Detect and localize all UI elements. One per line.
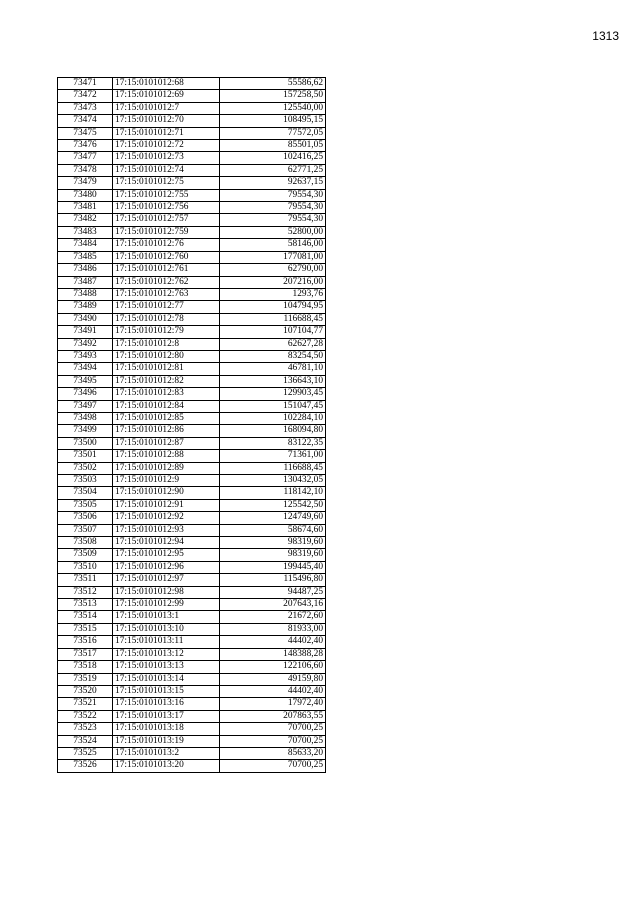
cadastral-number-cell: 17:15:0101012:69 xyxy=(113,90,220,102)
value-cell: 125540,00 xyxy=(220,102,326,114)
cadastral-number-cell: 17:15:0101012:95 xyxy=(113,549,220,561)
row-number-cell: 73504 xyxy=(58,487,113,499)
row-number-cell: 73519 xyxy=(58,673,113,685)
row-number-cell: 73490 xyxy=(58,313,113,325)
table-row xyxy=(58,574,326,586)
cadastral-number-cell: 17:15:0101013:11 xyxy=(113,636,220,648)
value-cell: 44402,40 xyxy=(220,685,326,697)
row-number-cell: 73475 xyxy=(58,127,113,139)
value-cell: 207216,00 xyxy=(220,276,326,288)
cadastral-number-cell: 17:15:0101012:85 xyxy=(113,412,220,424)
value-cell: 102416,25 xyxy=(220,152,326,164)
value-cell: 71361,00 xyxy=(220,450,326,462)
value-cell: 116688,45 xyxy=(220,313,326,325)
table-row xyxy=(58,623,326,635)
cadastral-number-cell: 17:15:0101012:760 xyxy=(113,251,220,263)
table-row xyxy=(58,350,326,362)
cadastral-number-cell: 17:15:0101013:19 xyxy=(113,735,220,747)
row-number-cell: 73526 xyxy=(58,760,113,772)
table-row xyxy=(58,140,326,152)
row-number-cell: 73480 xyxy=(58,189,113,201)
value-cell: 129903,45 xyxy=(220,388,326,400)
row-number-cell: 73495 xyxy=(58,375,113,387)
row-number-cell: 73478 xyxy=(58,164,113,176)
value-cell: 207643,16 xyxy=(220,599,326,611)
row-number-cell: 73521 xyxy=(58,698,113,710)
cadastral-number-cell: 17:15:0101012:76 xyxy=(113,239,220,251)
row-number-cell: 73472 xyxy=(58,90,113,102)
value-cell: 177081,00 xyxy=(220,251,326,263)
row-number-cell: 73508 xyxy=(58,537,113,549)
table-row xyxy=(58,723,326,735)
table-row xyxy=(58,661,326,673)
row-number-cell: 73512 xyxy=(58,586,113,598)
row-number-cell: 73520 xyxy=(58,685,113,697)
cadastral-number-cell: 17:15:0101012:75 xyxy=(113,177,220,189)
table-row xyxy=(58,288,326,300)
table-row xyxy=(58,375,326,387)
row-number-cell: 73481 xyxy=(58,202,113,214)
cadastral-number-cell: 17:15:0101012:79 xyxy=(113,326,220,338)
value-cell: 136643,10 xyxy=(220,375,326,387)
table-row xyxy=(58,115,326,127)
value-cell: 52800,00 xyxy=(220,226,326,238)
value-cell: 70700,25 xyxy=(220,760,326,772)
value-cell: 207863,55 xyxy=(220,710,326,722)
value-cell: 70700,25 xyxy=(220,723,326,735)
table-row xyxy=(58,152,326,164)
value-cell: 58146,00 xyxy=(220,239,326,251)
cadastral-number-cell: 17:15:0101012:763 xyxy=(113,288,220,300)
table-row xyxy=(58,177,326,189)
cadastral-number-cell: 17:15:0101012:97 xyxy=(113,574,220,586)
row-number-cell: 73522 xyxy=(58,710,113,722)
value-cell: 124749,60 xyxy=(220,512,326,524)
table-row xyxy=(58,388,326,400)
cadastral-number-cell: 17:15:0101012:92 xyxy=(113,512,220,524)
cadastral-number-cell: 17:15:0101012:88 xyxy=(113,450,220,462)
row-number-cell: 73496 xyxy=(58,388,113,400)
cadastral-number-cell: 17:15:0101012:8 xyxy=(113,338,220,350)
table-row xyxy=(58,90,326,102)
cadastral-number-cell: 17:15:0101012:98 xyxy=(113,586,220,598)
value-cell: 157258,50 xyxy=(220,90,326,102)
value-cell: 79554,30 xyxy=(220,189,326,201)
cadastral-number-cell: 17:15:0101012:757 xyxy=(113,214,220,226)
cadastral-number-cell: 17:15:0101012:83 xyxy=(113,388,220,400)
cadastral-number-cell: 17:15:0101012:73 xyxy=(113,152,220,164)
cadastral-number-cell: 17:15:0101012:74 xyxy=(113,164,220,176)
value-cell: 1293,76 xyxy=(220,288,326,300)
cadastral-number-cell: 17:15:0101012:7 xyxy=(113,102,220,114)
table-row xyxy=(58,437,326,449)
value-cell: 125542,50 xyxy=(220,499,326,511)
cadastral-number-cell: 17:15:0101013:13 xyxy=(113,661,220,673)
row-number-cell: 73484 xyxy=(58,239,113,251)
table-row xyxy=(58,499,326,511)
registry-table xyxy=(57,77,326,773)
cadastral-number-cell: 17:15:0101012:90 xyxy=(113,487,220,499)
cadastral-number-cell: 17:15:0101012:94 xyxy=(113,537,220,549)
table-row xyxy=(58,611,326,623)
cadastral-number-cell: 17:15:0101012:89 xyxy=(113,462,220,474)
row-number-cell: 73525 xyxy=(58,747,113,759)
row-number-cell: 73524 xyxy=(58,735,113,747)
value-cell: 116688,45 xyxy=(220,462,326,474)
cadastral-number-cell: 17:15:0101012:72 xyxy=(113,140,220,152)
cadastral-number-cell: 17:15:0101012:82 xyxy=(113,375,220,387)
row-number-cell: 73517 xyxy=(58,648,113,660)
value-cell: 81933,00 xyxy=(220,623,326,635)
row-number-cell: 73515 xyxy=(58,623,113,635)
row-number-cell: 73509 xyxy=(58,549,113,561)
value-cell: 83254,50 xyxy=(220,350,326,362)
table-row xyxy=(58,102,326,114)
cadastral-number-cell: 17:15:0101012:91 xyxy=(113,499,220,511)
row-number-cell: 73494 xyxy=(58,363,113,375)
cadastral-number-cell: 17:15:0101013:1 xyxy=(113,611,220,623)
row-number-cell: 73511 xyxy=(58,574,113,586)
table-row xyxy=(58,586,326,598)
row-number-cell: 73483 xyxy=(58,226,113,238)
table-row xyxy=(58,189,326,201)
cadastral-number-cell: 17:15:0101012:9 xyxy=(113,475,220,487)
value-cell: 115496,80 xyxy=(220,574,326,586)
value-cell: 21672,60 xyxy=(220,611,326,623)
value-cell: 55586,62 xyxy=(220,78,326,90)
value-cell: 58674,60 xyxy=(220,524,326,536)
row-number-cell: 73500 xyxy=(58,437,113,449)
value-cell: 98319,60 xyxy=(220,549,326,561)
cadastral-number-cell: 17:15:0101012:93 xyxy=(113,524,220,536)
row-number-cell: 73518 xyxy=(58,661,113,673)
table-row xyxy=(58,363,326,375)
table-row xyxy=(58,226,326,238)
cadastral-number-cell: 17:15:0101012:81 xyxy=(113,363,220,375)
registry-table-body xyxy=(58,78,326,773)
value-cell: 168094,80 xyxy=(220,425,326,437)
table-row xyxy=(58,760,326,772)
table-row xyxy=(58,127,326,139)
row-number-cell: 73477 xyxy=(58,152,113,164)
table-row xyxy=(58,202,326,214)
row-number-cell: 73507 xyxy=(58,524,113,536)
value-cell: 44402,40 xyxy=(220,636,326,648)
row-number-cell: 73489 xyxy=(58,301,113,313)
cadastral-number-cell: 17:15:0101012:84 xyxy=(113,400,220,412)
value-cell: 62627,28 xyxy=(220,338,326,350)
value-cell: 98319,60 xyxy=(220,537,326,549)
row-number-cell: 73491 xyxy=(58,326,113,338)
table-row xyxy=(58,549,326,561)
table-row xyxy=(58,561,326,573)
table-row xyxy=(58,326,326,338)
cadastral-number-cell: 17:15:0101013:15 xyxy=(113,685,220,697)
value-cell: 108495,15 xyxy=(220,115,326,127)
cadastral-number-cell: 17:15:0101012:80 xyxy=(113,350,220,362)
row-number-cell: 73498 xyxy=(58,412,113,424)
value-cell: 62790,00 xyxy=(220,264,326,276)
table-row xyxy=(58,710,326,722)
row-number-cell: 73505 xyxy=(58,499,113,511)
table-row xyxy=(58,164,326,176)
table-row xyxy=(58,475,326,487)
table-row xyxy=(58,735,326,747)
value-cell: 62771,25 xyxy=(220,164,326,176)
row-number-cell: 73473 xyxy=(58,102,113,114)
cadastral-number-cell: 17:15:0101012:762 xyxy=(113,276,220,288)
value-cell: 49159,80 xyxy=(220,673,326,685)
value-cell: 46781,10 xyxy=(220,363,326,375)
cadastral-number-cell: 17:15:0101013:2 xyxy=(113,747,220,759)
table-row xyxy=(58,512,326,524)
table-row xyxy=(58,301,326,313)
table-row xyxy=(58,599,326,611)
cadastral-number-cell: 17:15:0101013:18 xyxy=(113,723,220,735)
table-row xyxy=(58,747,326,759)
table-row xyxy=(58,537,326,549)
cadastral-number-cell: 17:15:0101012:78 xyxy=(113,313,220,325)
row-number-cell: 73482 xyxy=(58,214,113,226)
page-number: 1313 xyxy=(592,29,619,43)
cadastral-number-cell: 17:15:0101012:70 xyxy=(113,115,220,127)
row-number-cell: 73487 xyxy=(58,276,113,288)
row-number-cell: 73516 xyxy=(58,636,113,648)
value-cell: 151047,45 xyxy=(220,400,326,412)
table-row xyxy=(58,698,326,710)
value-cell: 70700,25 xyxy=(220,735,326,747)
table-row xyxy=(58,239,326,251)
cadastral-number-cell: 17:15:0101013:16 xyxy=(113,698,220,710)
row-number-cell: 73513 xyxy=(58,599,113,611)
row-number-cell: 73499 xyxy=(58,425,113,437)
table-row xyxy=(58,251,326,263)
cadastral-number-cell: 17:15:0101013:14 xyxy=(113,673,220,685)
value-cell: 199445,40 xyxy=(220,561,326,573)
cadastral-number-cell: 17:15:0101012:77 xyxy=(113,301,220,313)
cadastral-number-cell: 17:15:0101013:20 xyxy=(113,760,220,772)
row-number-cell: 73497 xyxy=(58,400,113,412)
value-cell: 122106,60 xyxy=(220,661,326,673)
table-row xyxy=(58,673,326,685)
row-number-cell: 73488 xyxy=(58,288,113,300)
row-number-cell: 73502 xyxy=(58,462,113,474)
value-cell: 107104,77 xyxy=(220,326,326,338)
table-row xyxy=(58,450,326,462)
table-row xyxy=(58,400,326,412)
value-cell: 148388,28 xyxy=(220,648,326,660)
cadastral-number-cell: 17:15:0101012:761 xyxy=(113,264,220,276)
cadastral-number-cell: 17:15:0101012:68 xyxy=(113,78,220,90)
cadastral-number-cell: 17:15:0101012:87 xyxy=(113,437,220,449)
row-number-cell: 73510 xyxy=(58,561,113,573)
table-row xyxy=(58,648,326,660)
cadastral-number-cell: 17:15:0101012:96 xyxy=(113,561,220,573)
row-number-cell: 73471 xyxy=(58,78,113,90)
table-row xyxy=(58,412,326,424)
table-row xyxy=(58,276,326,288)
value-cell: 83122,35 xyxy=(220,437,326,449)
value-cell: 85501,05 xyxy=(220,140,326,152)
cadastral-number-cell: 17:15:0101012:756 xyxy=(113,202,220,214)
row-number-cell: 73514 xyxy=(58,611,113,623)
value-cell: 85633,20 xyxy=(220,747,326,759)
value-cell: 118142,10 xyxy=(220,487,326,499)
value-cell: 77572,05 xyxy=(220,127,326,139)
table-row xyxy=(58,425,326,437)
row-number-cell: 73503 xyxy=(58,475,113,487)
value-cell: 79554,30 xyxy=(220,202,326,214)
value-cell: 17972,40 xyxy=(220,698,326,710)
row-number-cell: 73523 xyxy=(58,723,113,735)
value-cell: 102284,10 xyxy=(220,412,326,424)
cadastral-number-cell: 17:15:0101012:86 xyxy=(113,425,220,437)
cadastral-number-cell: 17:15:0101013:12 xyxy=(113,648,220,660)
value-cell: 104794,95 xyxy=(220,301,326,313)
row-number-cell: 73492 xyxy=(58,338,113,350)
table-row xyxy=(58,685,326,697)
cadastral-number-cell: 17:15:0101012:71 xyxy=(113,127,220,139)
row-number-cell: 73506 xyxy=(58,512,113,524)
cadastral-number-cell: 17:15:0101012:99 xyxy=(113,599,220,611)
row-number-cell: 73476 xyxy=(58,140,113,152)
cadastral-number-cell: 17:15:0101012:759 xyxy=(113,226,220,238)
table-row xyxy=(58,462,326,474)
value-cell: 92637,15 xyxy=(220,177,326,189)
value-cell: 130432,05 xyxy=(220,475,326,487)
row-number-cell: 73501 xyxy=(58,450,113,462)
table-row xyxy=(58,636,326,648)
row-number-cell: 73485 xyxy=(58,251,113,263)
table-row xyxy=(58,264,326,276)
table-row xyxy=(58,487,326,499)
row-number-cell: 73486 xyxy=(58,264,113,276)
cadastral-number-cell: 17:15:0101013:10 xyxy=(113,623,220,635)
table-row xyxy=(58,78,326,90)
row-number-cell: 73479 xyxy=(58,177,113,189)
cadastral-number-cell: 17:15:0101012:755 xyxy=(113,189,220,201)
row-number-cell: 73474 xyxy=(58,115,113,127)
value-cell: 79554,30 xyxy=(220,214,326,226)
table-row xyxy=(58,338,326,350)
table-row xyxy=(58,313,326,325)
value-cell: 94487,25 xyxy=(220,586,326,598)
table-row xyxy=(58,214,326,226)
table-row xyxy=(58,524,326,536)
cadastral-number-cell: 17:15:0101013:17 xyxy=(113,710,220,722)
row-number-cell: 73493 xyxy=(58,350,113,362)
